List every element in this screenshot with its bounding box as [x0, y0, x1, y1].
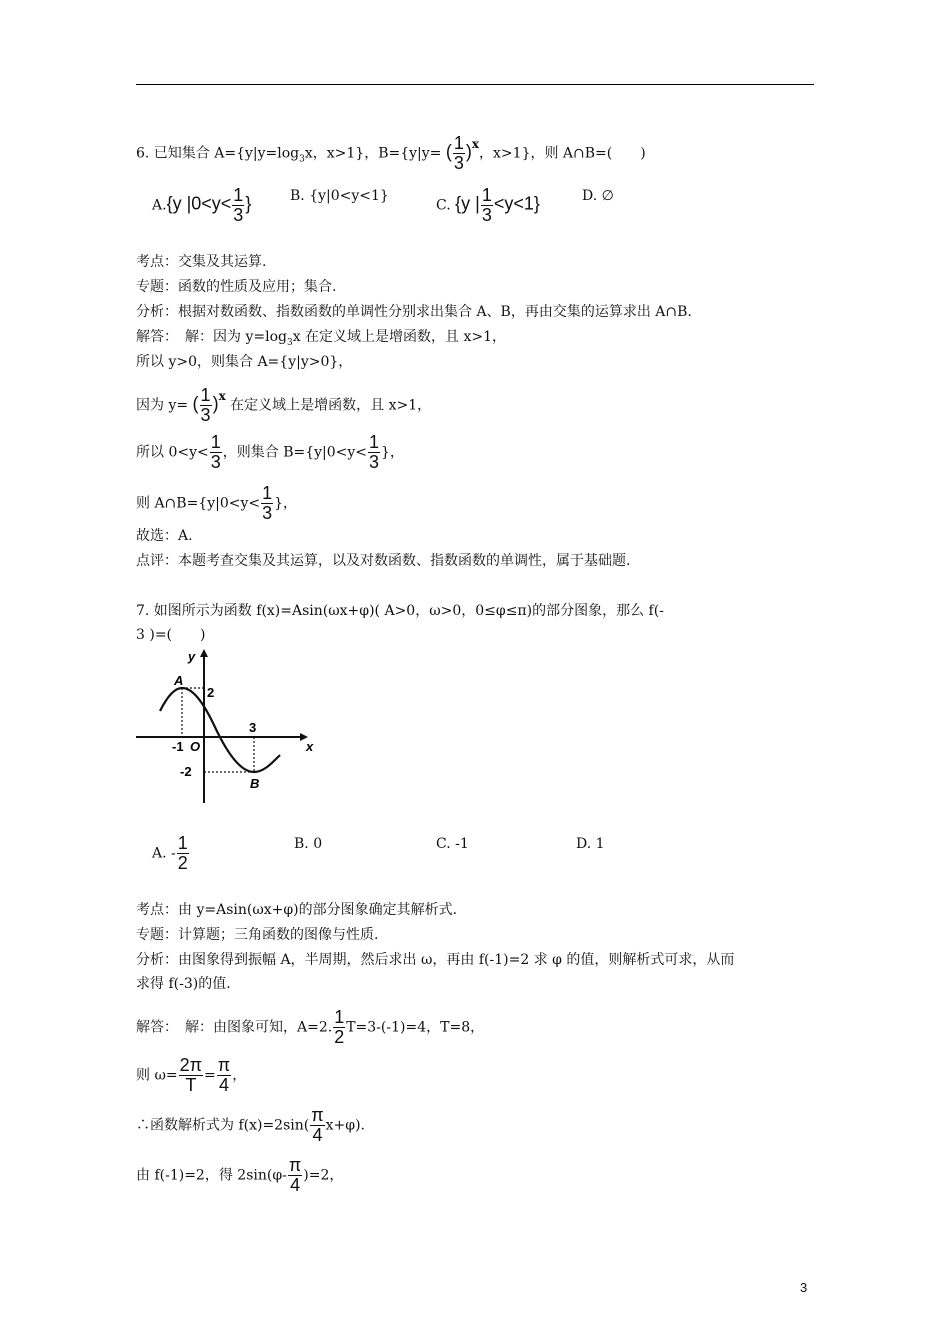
header-rule: [136, 84, 814, 85]
label-neg-two: -2: [180, 764, 192, 779]
q6-option-b: B. {y|0<y<1}: [290, 188, 389, 204]
q7-stem-line-2: 3 )=( ): [136, 627, 206, 643]
label-point-a: A: [174, 673, 184, 688]
q6-stem: 6. 已知集合 $A=\{y|y=\log_3x$，x>1}，B={y|y= ( $\frac{1}{3}$ )x，x>1}，则 A∩B=( ): [136, 133, 646, 173]
label-point-b: B: [250, 776, 260, 791]
y-axis-arrow: [200, 649, 208, 657]
q7-jieda: 解答： 解：由图象可知，A=2. $\frac{1}{2}$ T=3-(-1)=4，T=8，: [136, 1007, 485, 1047]
q7-option-b: B. 0: [294, 836, 323, 852]
label-neg-one: -1: [172, 739, 184, 754]
label-two: 2: [207, 685, 215, 700]
q6-dianping: 点评：本题考查交集及其运算，以及对数函数、指数函数的单调性，属于基础题.: [136, 553, 631, 569]
q7-last-line: 由 f(-1)=2，得 2sin(φ- $\frac{\pi}{4}$ )=2，: [136, 1155, 344, 1195]
q7-sine-graph: [130, 645, 320, 815]
q7-stem-line-1: 7. 如图所示为函数 f(x)=Asin(ωx+φ)( A>0，ω>0，0≤φ≤π)的部分图象，那么 f(-: [136, 603, 664, 619]
q7-fenxi-line-1: 分析：由图象得到振幅 A，半周期，然后求出 ω，再由 f(-1)=2 求 φ 的值，则解析式可求，从而: [136, 952, 735, 968]
q7-omega: 则 ω= $\frac{2\pi}{T}$ = $\frac{\pi}{4}$ ，: [136, 1055, 247, 1095]
label-three: 3: [249, 720, 257, 735]
q6-line-4: 所以 0<y< $\frac{1}{3}$ ，则集合 B={y|0<y< $\frac{1}{3}$ }，: [136, 432, 404, 472]
q6-option-c: C. {y | $\frac{1}{3}$ <y<1}: [436, 185, 540, 225]
sine-curve: [160, 688, 280, 772]
q6-guxuan: 故选：A.: [136, 528, 193, 544]
q6-stem-fraction: $\frac{1}{3}$: [453, 133, 464, 173]
q7-option-c: C. -1: [436, 836, 469, 852]
q7-zhuanti: 专题：计算题；三角函数的图像与性质.: [136, 927, 379, 943]
q7-option-d: D. 1: [576, 836, 605, 852]
q7-option-a: A. - $\frac{1}{2}$: [152, 833, 188, 873]
q6-option-a: A.{y |0<y< $\frac{1}{3}$ }: [152, 185, 252, 225]
q6-line-2: 所以 y>0，则集合 A={y|y>0}，: [136, 354, 353, 370]
q6-fenxi: 分析：根据对数函数、指数函数的单调性分别求出集合 A、B，再由交集的运算求出 A∩B.: [136, 304, 692, 320]
q6-line-3: 因为 y= ( $\frac{1}{3}$ )x 在定义域上是增函数，且 x>1，: [136, 385, 432, 425]
q7-kaodian: 考点：由 y=Asin(ωx+φ)的部分图象确定其解析式.: [136, 902, 458, 918]
q6-jieda: 解答： 解：因为 $y=\log_3x$ 在定义域上是增函数，且 x>1，: [136, 329, 507, 348]
q7-function: ∴函数解析式为 f(x)=2sin( $\frac{\pi}{4}$ x+φ).: [136, 1105, 365, 1145]
q6-option-d: D. ∅: [582, 188, 614, 204]
q6-zhuanti: 专题：函数的性质及应用；集合.: [136, 279, 337, 295]
label-x: x: [306, 739, 314, 754]
q7-fenxi-line-2: 求得 f(-3)的值.: [136, 976, 231, 992]
label-origin: O: [190, 739, 201, 754]
page-number: 3: [800, 1280, 808, 1295]
q6-kaodian: 考点：交集及其运算.: [136, 254, 267, 270]
q6-line-5: 则 A∩B={y|0<y< $\frac{1}{3}$ }，: [136, 483, 298, 523]
label-y: y: [188, 649, 196, 664]
